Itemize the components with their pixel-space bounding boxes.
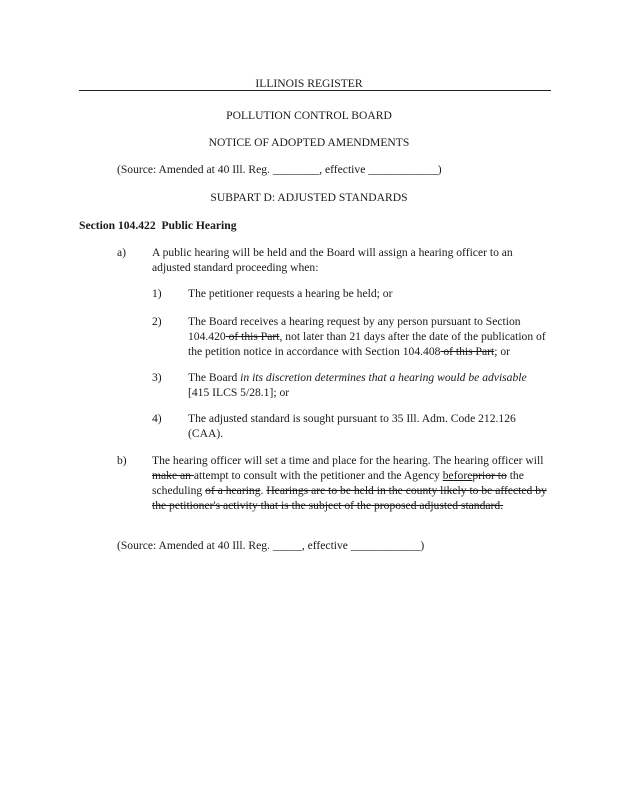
subitem-1-text: The petitioner requests a hearing be held; or	[188, 287, 393, 300]
section-heading	[79, 218, 237, 233]
board-name: POLLUTION CONTROL BOARD	[226, 109, 392, 122]
item-b-struck3: of a hearing	[205, 484, 261, 497]
item-b-inserted: before	[442, 469, 473, 482]
subitem-4-text: The adjusted standard is sought pursuant to 35 Ill. Adm. Code 212.126 (CAA).	[188, 412, 516, 440]
register-title: ILLINOIS REGISTER	[255, 77, 363, 90]
subitem-2-struck2: of this Part	[440, 345, 495, 358]
subitem-3-part2: [415 ILCS 5/28.1]; or	[188, 386, 290, 399]
subitem-4-label: 4)	[152, 412, 162, 425]
subitem-2-part1: The Board receives a hearing request by any person pursuant to Section 104.420	[188, 315, 521, 343]
item-b-struck1: make an	[152, 469, 194, 482]
subitem-3-text	[188, 370, 548, 400]
source-top: (Source: Amended at 40 Ill. Reg. ________, effective ____________)	[117, 163, 442, 176]
subitem-3-label: 3)	[152, 371, 162, 384]
subitem-2-label: 2)	[152, 315, 162, 328]
item-a-text: A public hearing will be held and the Board will assign a hearing officer to an adjusted standard proceeding when:	[152, 246, 513, 274]
subitem-2-text	[188, 314, 548, 359]
item-b-part3: the scheduling	[152, 469, 524, 497]
subitem-2-part3: ; or	[494, 345, 510, 358]
subpart-title: SUBPART D: ADJUSTED STANDARDS	[210, 191, 408, 204]
subitem-2-part2: , not later than 21 days after the date of the publication of the petition notice in accordance with Section 104.408	[188, 330, 546, 358]
item-b-struck2: prior to	[472, 469, 507, 482]
item-b-part1: The hearing officer will set a time and place for the hearing. The hearing officer will	[152, 454, 544, 467]
source-bottom: (Source: Amended at 40 Ill. Reg. _____, effective ____________)	[117, 539, 425, 552]
notice-title: NOTICE OF ADOPTED AMENDMENTS	[208, 136, 410, 149]
item-b-part4: .	[260, 484, 267, 497]
header-rule	[79, 90, 551, 91]
subitem-2-struck1: of this Part	[225, 330, 280, 343]
item-b-text	[152, 453, 548, 513]
item-b-part2: attempt to consult with the petitioner and the Agency	[193, 469, 443, 482]
subitem-3-part1: The Board	[188, 371, 241, 384]
item-b-label: b)	[117, 454, 127, 467]
item-a-label: a)	[117, 246, 127, 259]
section-number: Section 104.422	[79, 219, 156, 232]
subitem-1-label: 1)	[152, 287, 162, 300]
section-title: Public Hearing	[161, 219, 237, 232]
item-b-struck4: Hearings are to be held in the county likely to be affected by the petitioner's activity that is the subject of the proposed adjusted standard.	[152, 484, 547, 512]
subitem-3-italic: in its discretion determines that a hearing would be advisable	[240, 371, 527, 384]
